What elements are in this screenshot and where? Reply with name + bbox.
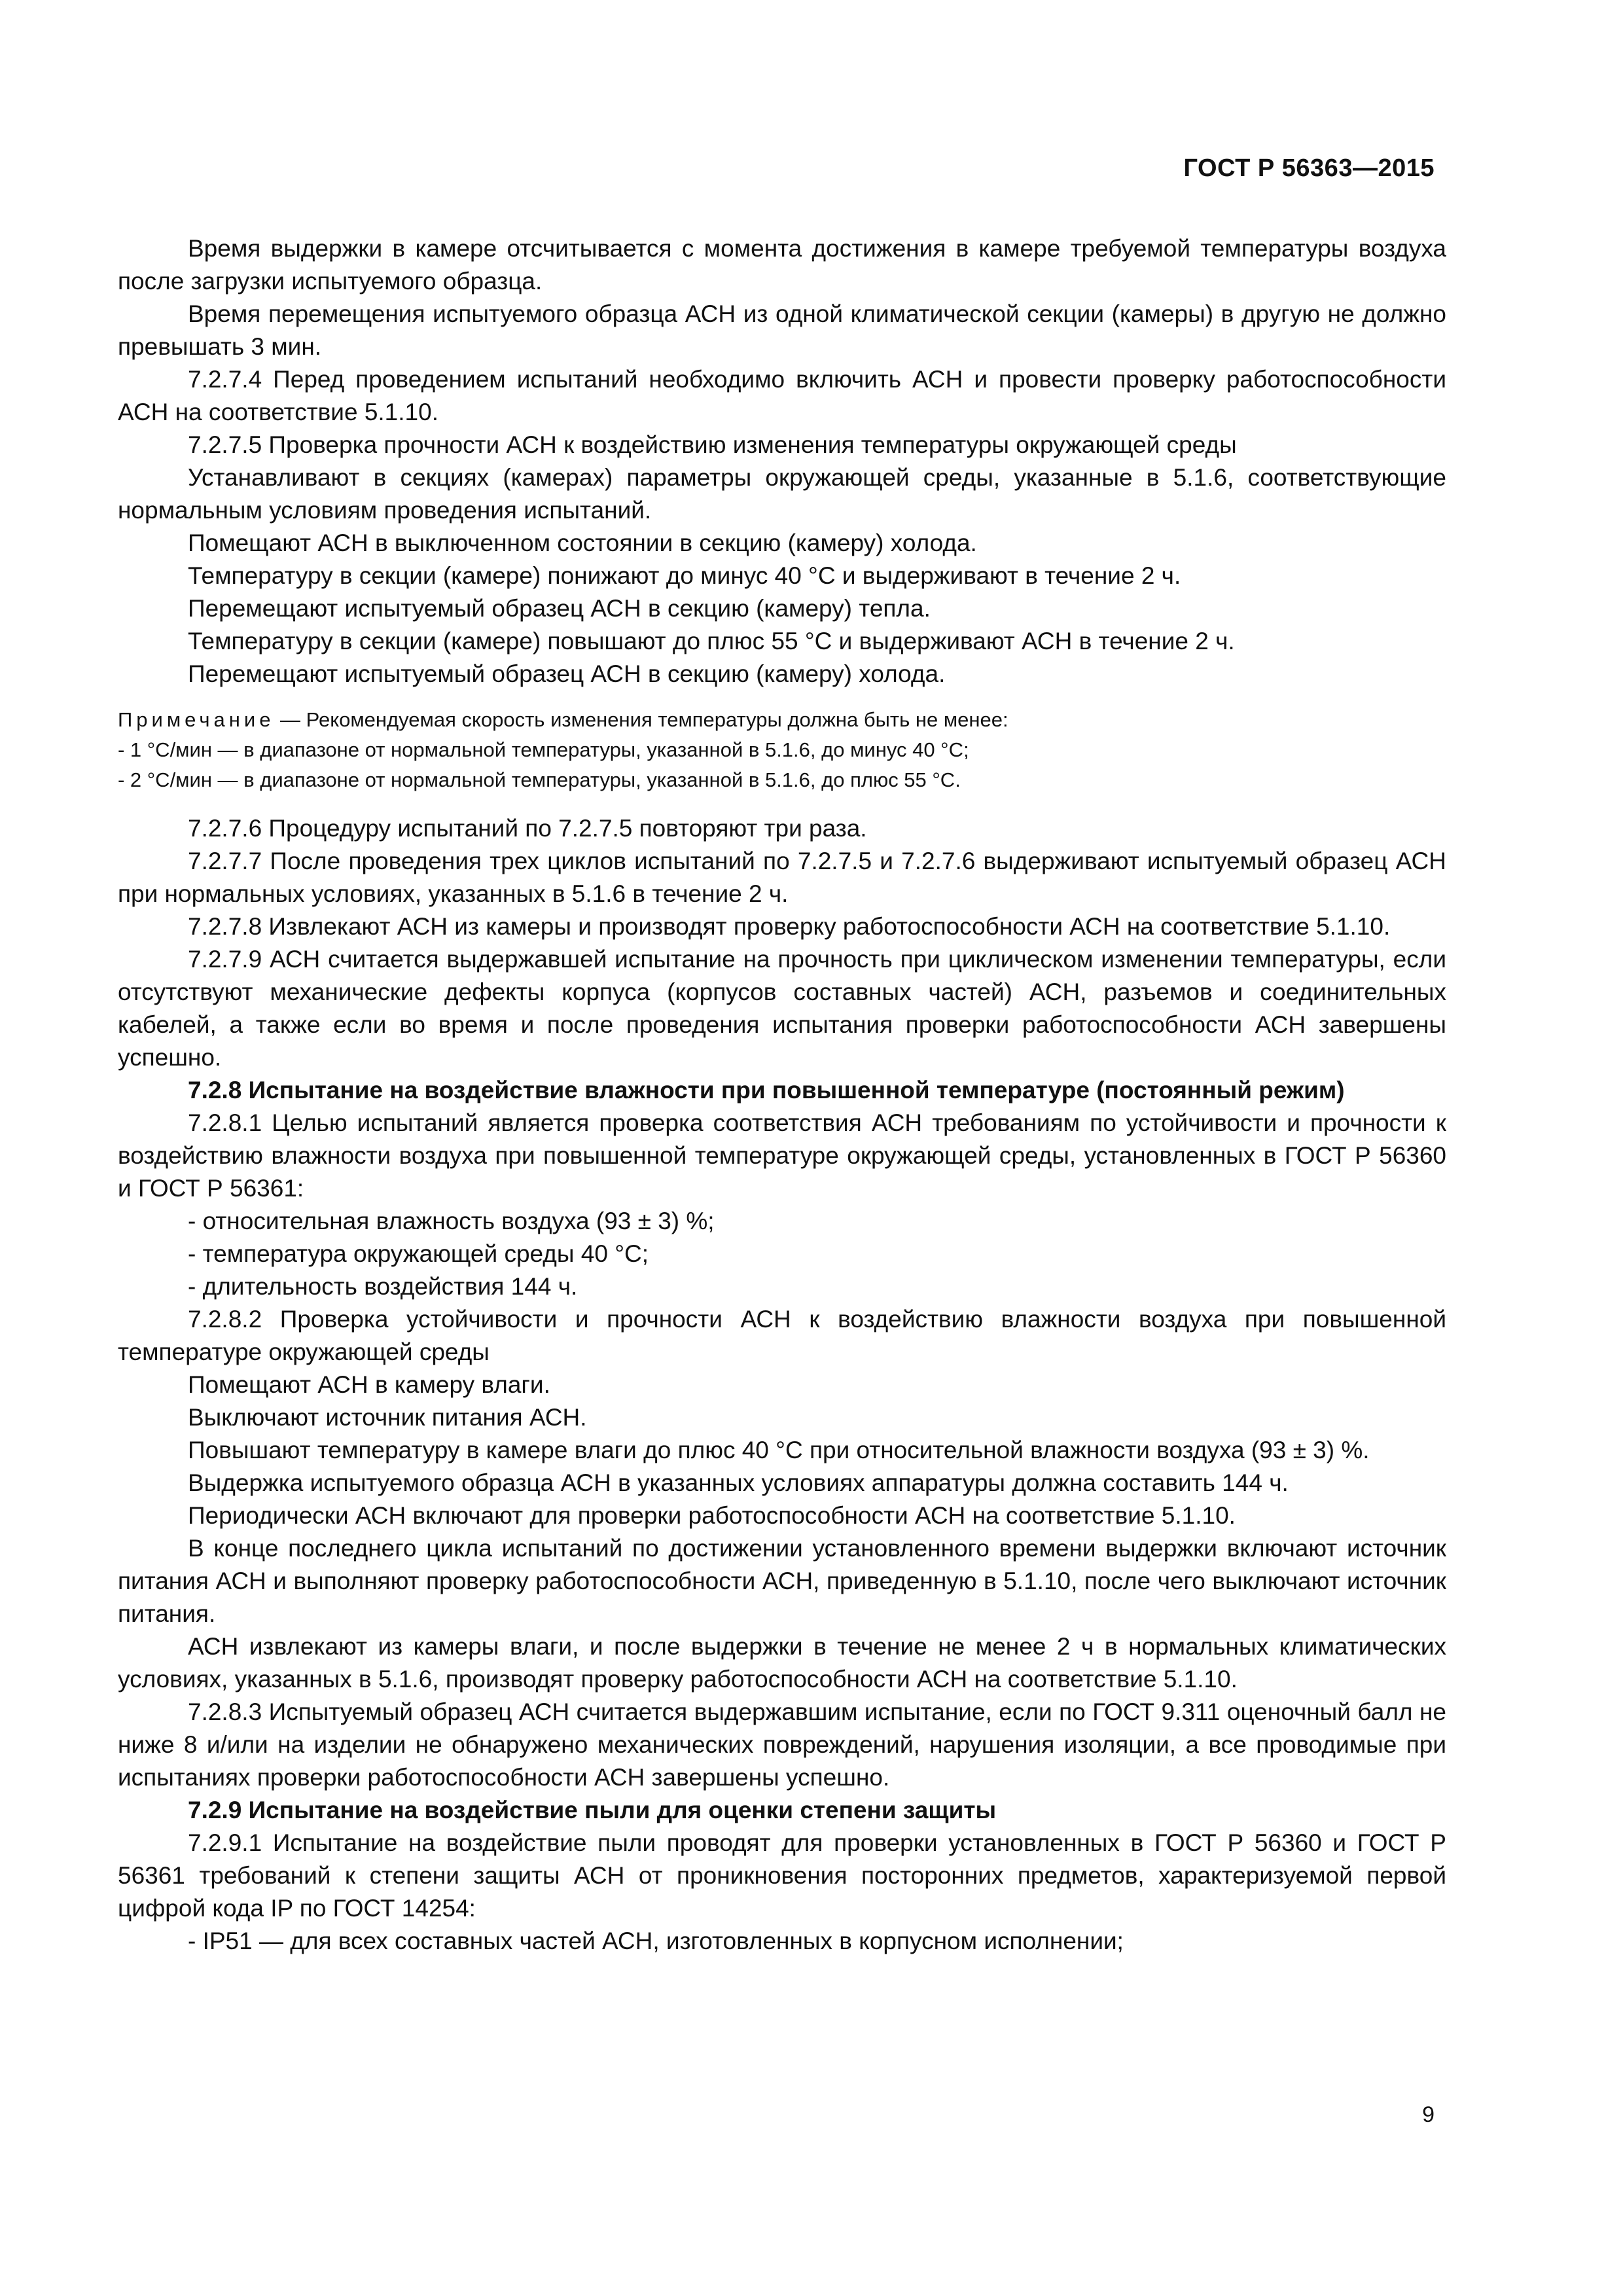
paragraph: 7.2.7.4 Перед проведением испытаний необходимо включить АСН и провести проверку работоспособности АСН на соответствие 5.1.10. <box>118 366 1446 425</box>
paragraph: Перемещают испытуемый образец АСН в секцию (камеру) тепла. <box>188 595 931 622</box>
paragraph: 7.2.8.1 Целью испытаний является проверка соответствия АСН требованиям по устойчивости и прочности к воздействию влажности воздуха при повышенной температуре окружающей среды, установленных в ГОСТ Р 56360 и ГОСТ Р 56361: <box>118 1109 1446 1202</box>
paragraph: Выключают источник питания АСН. <box>188 1404 587 1431</box>
note-label: Примечание <box>118 708 275 731</box>
paragraph: 7.2.9.1 Испытание на воздействие пыли проводят для проверки установленных в ГОСТ Р 56360 и ГОСТ Р 56361 требований к степени защиты АСН от проникновения посторонних предметов, характеризуемой первой цифрой кода IP по ГОСТ 14254: <box>118 1829 1446 1922</box>
paragraph: В конце последнего цикла испытаний по достижении установленного времени выдержки включают источник питания АСН и выполняют проверку работоспособности АСН, приведенную в 5.1.10, после чего выключают источник питания. <box>118 1535 1446 1627</box>
paragraph: АСН извлекают из камеры влаги, и после выдержки в течение не менее 2 ч в нормальных климатических условиях, указанных в 5.1.6, производят проверку работоспособности АСН на соответствие 5.1.10. <box>118 1633 1446 1693</box>
paragraph: 7.2.7.5 Проверка прочности АСН к воздействию изменения температуры окружающей среды <box>188 431 1237 458</box>
list-item: - IP51 — для всех составных частей АСН, изготовленных в корпусном исполнении; <box>188 1928 1124 1954</box>
paragraph: 7.2.7.9 АСН считается выдержавшей испытание на прочность при циклическом изменении температуры, если отсутствуют механические дефекты корпуса (корпусов составных частей) АСН, разъемов и соединительных кабелей, а также если во время и после проведения испытания проверки работоспособности АСН завершены успешно. <box>118 946 1446 1071</box>
paragraph: Устанавливают в секциях (камерах) параметры окружающей среды, указанные в 5.1.6, соответствующие нормальным условиям проведения испытаний. <box>118 464 1446 524</box>
list-item: - длительность воздействия 144 ч. <box>188 1273 578 1300</box>
note-item: - 1 °С/мин — в диапазоне от нормальной температуры, указанной в 5.1.6, до минус 40 °С; <box>118 738 969 761</box>
section-heading: 7.2.8 Испытание на воздействие влажности при повышенной температуре (постоянный режим) <box>188 1077 1345 1103</box>
paragraph: 7.2.7.6 Процедуру испытаний по 7.2.7.5 повторяют три раза. <box>188 815 867 842</box>
document-body <box>118 232 1446 1958</box>
paragraph: Перемещают испытуемый образец АСН в секцию (камеру) холода. <box>188 660 946 687</box>
paragraph: 7.2.7.7 После проведения трех циклов испытаний по 7.2.7.5 и 7.2.7.6 выдерживают испытуемый образец АСН при нормальных условиях, указанных в 5.1.6 в течение 2 ч. <box>118 848 1446 907</box>
paragraph: Время перемещения испытуемого образца АСН из одной климатической секции (камеры) в другую не должно превышать 3 мин. <box>118 300 1446 360</box>
note-item: - 2 °С/мин — в диапазоне от нормальной температуры, указанной в 5.1.6, до плюс 55 °С. <box>118 768 961 791</box>
paragraph: Выдержка испытуемого образца АСН в указанных условиях аппаратуры должна составить 144 ч. <box>188 1469 1289 1496</box>
paragraph: Периодически АСН включают для проверки работоспособности АСН на соответствие 5.1.10. <box>188 1502 1236 1529</box>
note-text: — Рекомендуемая скорость изменения температуры должна быть не менее: <box>274 708 1008 731</box>
note-intro <box>118 705 1446 735</box>
paragraph: 7.2.8.2 Проверка устойчивости и прочности АСН к воздействию влажности воздуха при повышенной температуре окружающей среды <box>118 1306 1446 1365</box>
paragraph: Температуру в секции (камере) понижают до минус 40 °С и выдерживают в течение 2 ч. <box>188 562 1181 589</box>
paragraph: 7.2.7.8 Извлекают АСН из камеры и производят проверку работоспособности АСН на соответствие 5.1.10. <box>188 913 1391 940</box>
paragraph: Помещают АСН в выключенном состоянии в секцию (камеру) холода. <box>188 529 977 556</box>
document-header: ГОСТ Р 56363—2015 <box>1183 154 1435 182</box>
note-block <box>118 705 1446 795</box>
list-item: - относительная влажность воздуха (93 ± 3) %; <box>188 1208 715 1234</box>
paragraph: Повышают температуру в камере влаги до плюс 40 °С при относительной влажности воздуха (93 ± 3) %. <box>188 1437 1370 1463</box>
paragraph: Время выдержки в камере отсчитывается с момента достижения в камере требуемой температуры воздуха после загрузки испытуемого образца. <box>118 235 1446 295</box>
paragraph: Температуру в секции (камере) повышают до плюс 55 °С и выдерживают АСН в течение 2 ч. <box>188 628 1235 655</box>
paragraph: Помещают АСН в камеру влаги. <box>188 1371 550 1398</box>
section-heading: 7.2.9 Испытание на воздействие пыли для оценки степени защиты <box>188 1797 997 1823</box>
page-number: 9 <box>1422 2102 1435 2127</box>
list-item: - температура окружающей среды 40 °С; <box>188 1240 649 1267</box>
paragraph: 7.2.8.3 Испытуемый образец АСН считается выдержавшим испытание, если по ГОСТ 9.311 оценочный балл не ниже 8 и/или на изделии не обнаружено механических повреждений, нарушения изоляции, а все проводимые при испытаниях проверки работоспособности АСН завершены успешно. <box>118 1698 1446 1791</box>
